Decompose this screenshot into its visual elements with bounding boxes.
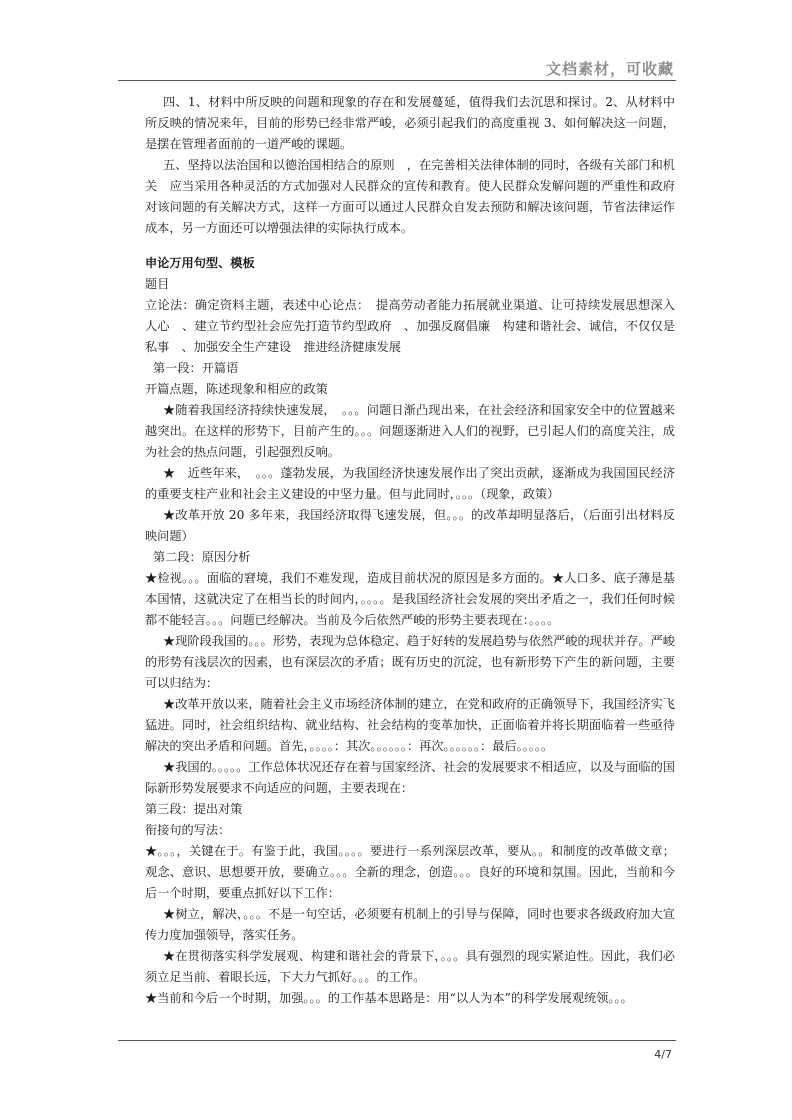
paragraph: 第二段：原因分析	[153, 550, 251, 564]
page-number: 4/7	[654, 1048, 672, 1061]
paragraph: ★随着我国经济持续快速发展， 。。。问题日渐凸现出来，在社会经济和国家安全中的位置越来越突出。在这样的形势下，目前产生的。。。问题逐渐进入人们的视野，已引起人们的高度关注，成为社会的热点问题，引起强烈反响。	[145, 403, 675, 459]
paragraph: ★。。。，关键在于。有鉴于此，我国。。。。要进行一系列深层改革，要从。。和制度的改革做文章；观念、意识、思想要开放，要确立。。。全新的理念，创造。。。良好的环境和氛围。因此，当前和今后一个时期，要重点抓好以下工作：	[145, 844, 675, 900]
paragraph: 题目	[145, 277, 170, 291]
paragraph: ★树立，解决，。。。不是一句空话，必须要有机制上的引导与保障，同时也要求各级政府加大宣传力度加强领导，落实任务。	[145, 907, 675, 942]
document-body	[145, 92, 675, 1009]
paragraph: ★检视。。。面临的窘境，我们不难发现，造成目前状况的原因是多方面的。★人口多、底子薄是基本国情，这就决定了在相当长的时间内，。。。。是我国经济社会发展的突出矛盾之一，我们任何时候都不能轻言。。。问题已经解决。当前及今后依然严峻的形势主要表现在：。。。。	[145, 571, 675, 627]
header-rule	[118, 80, 676, 81]
section-heading: 申论万用句型、模板	[145, 256, 255, 270]
paragraph: 四、1、材料中所反映的问题和现象的存在和发展蔓延，值得我们去沉思和探讨。2、从材料中所反映的情况来年，目前的形势已经非常严峻，必须引起我们的高度重视 3、如何解决这一问题，是摆在管理者面前的一道严峻的课题。	[145, 95, 675, 151]
paragraph: 立论法：确定资料主题，表述中心论点： 提高劳动者能力拓展就业渠道、让可持续发展思想深入人心 、建立节约型社会应先打造节约型政府 、加强反腐倡廉 构建和谐社会、诚信，不仅仅是私事 、加强安全生产建设 推进经济健康发展	[145, 298, 675, 354]
paragraph: ★改革开放以来，随着社会主义市场经济体制的建立，在党和政府的正确领导下，我国经济实飞猛进。同时，社会组织结构、就业结构、社会结构的变革加快，正面临着并将长期面临着一些亟待解决的突出矛盾和问题。首先，。。。。：其次。。。。。。：再次。。。。。。：最后。。。。。	[145, 697, 675, 753]
paragraph: ★我国的。。。。。工作总体状况还存在着与国家经济、社会的发展要求不相适应，以及与面临的国际新形势发展要求不向适应的问题，主要表现在：	[145, 760, 675, 795]
paragraph: ★在贯彻落实科学发展观、构建和谐社会的背景下，。。。具有强烈的现实紧迫性。因此，我们必须立足当前、着眼长远，下大力气抓好。。。的工作。	[145, 949, 675, 984]
paragraph: 开篇点题，陈述现象和相应的政策	[145, 382, 328, 396]
paragraph: ★当前和今后一个时期，加强。。。的工作基本思路是：用“以人为本”的科学发展观统领。。。	[145, 991, 633, 1005]
paragraph: 衔接句的写法：	[145, 823, 231, 837]
header-title: 文档素材，可收藏	[545, 60, 674, 78]
paragraph: ★现阶段我国的。。。形势，表现为总体稳定、趋于好转的发展趋势与依然严峻的现状并存。严峻的形势有浅层次的因素，也有深层次的矛盾；既有历史的沉淀，也有新形势下产生的新问题，主要可以归结为：	[145, 634, 675, 690]
paragraph: ★改革开放 20 多年来，我国经济取得飞速发展，但。。。的改革却明显落后，（后面引出材料反映问题）	[145, 508, 675, 543]
paragraph: 五、坚持以法治国和以德治国相结合的原则 ，在完善相关法律体制的同时，各级有关部门和机关 应当采用各种灵活的方式加强对人民群众的宣传和教育。使人民群众发解问题的严重性和政府对该问题的有关解决方式，这样一方面可以通过人民群众自发去预防和解决该问题，节省法律运作成本，另一方面还可以增强法律的实际执行成本。	[145, 158, 675, 235]
paragraph: 第三段：提出对策	[145, 802, 243, 816]
paragraph: ★ 近些年来， 。。。蓬勃发展，为我国经济快速发展作出了突出贡献，逐渐成为我国国民经济的重要支柱产业和社会主义建设的中坚力量。但与此同时，。。。（现象，政策）	[145, 466, 675, 501]
paragraph: 第一段：开篇语	[153, 361, 239, 375]
footer-rule	[118, 1040, 676, 1041]
